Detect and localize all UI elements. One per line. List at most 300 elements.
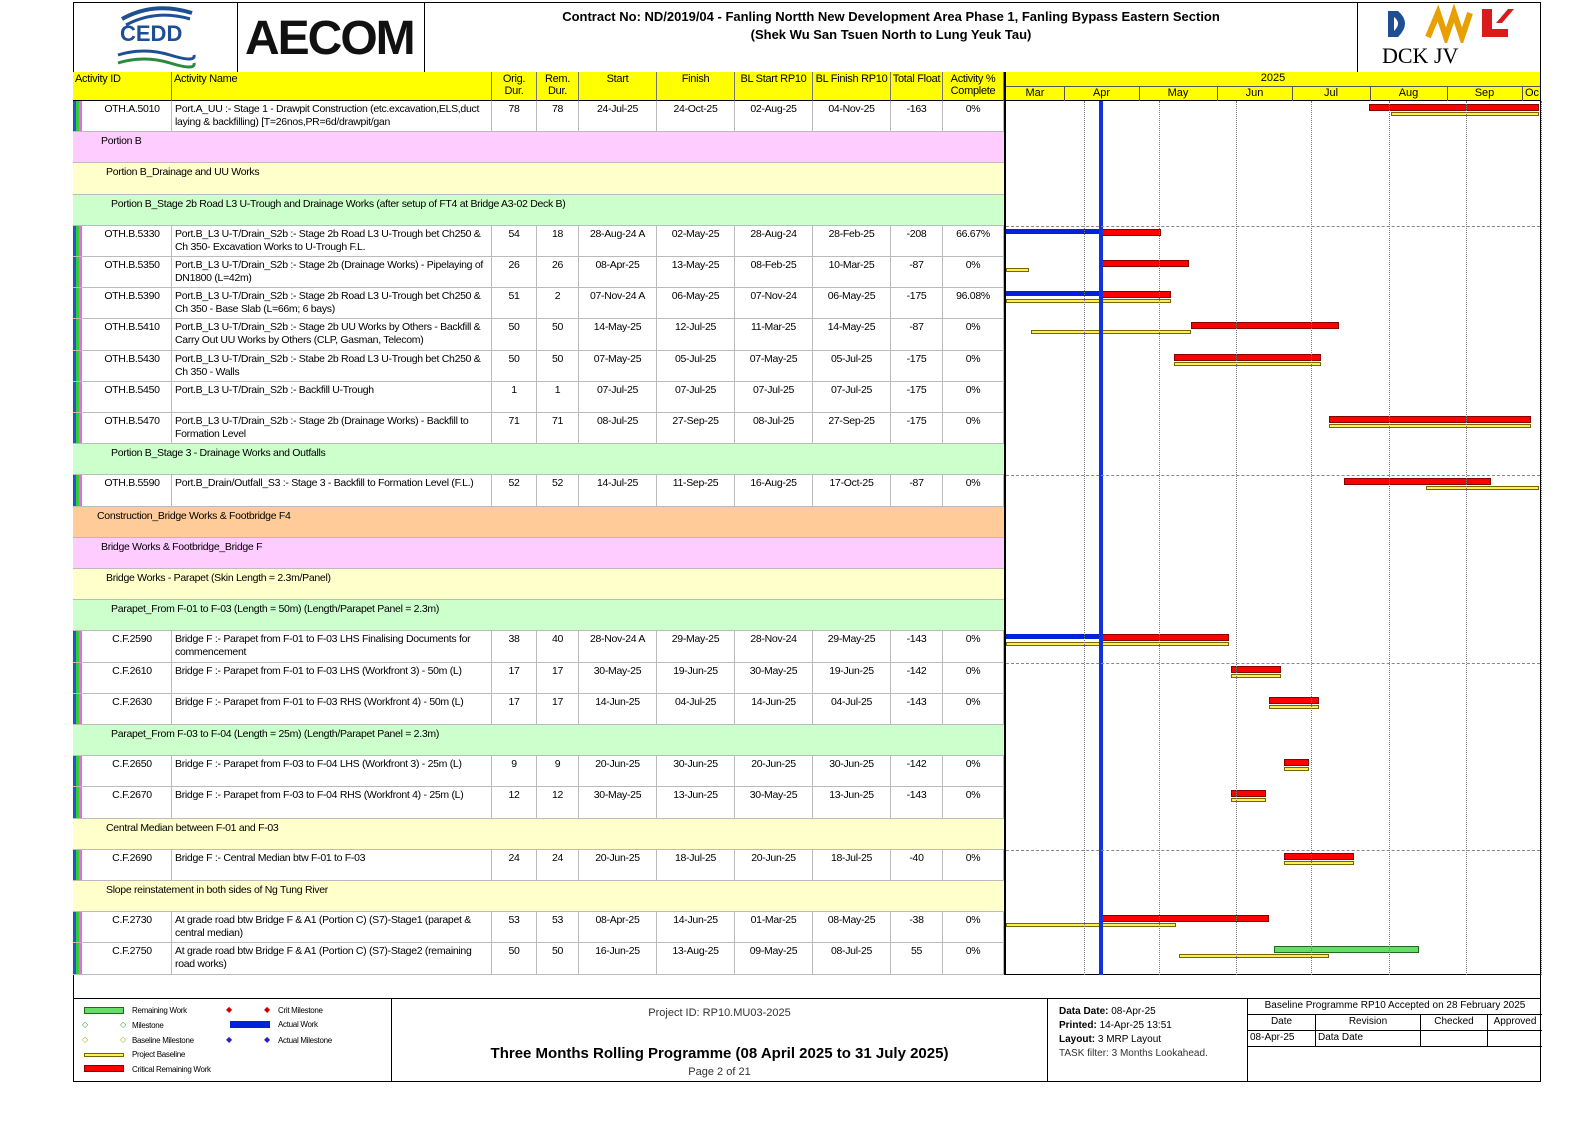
baseline-bar [1231,674,1281,678]
month-gridline [1389,101,1390,975]
cell-bl-finish: 04-Jul-25 [813,694,891,724]
baseline-table [1247,999,1541,1081]
wbs-band[interactable]: Slope reinstatement in both sides of Ng Tung River [73,881,1004,912]
cell-rem-dur: 2 [537,288,579,318]
cell-pct-complete: 0% [943,319,1004,349]
cell-activity-id: OTH.B.5450 [73,382,172,412]
project-id: Project ID: RP10.MU03-2025 [648,1007,791,1019]
cell-activity-id: OTH.A.5010 [73,101,172,131]
cell-total-float: -175 [891,288,943,318]
cell-activity-id: C.F.2630 [73,694,172,724]
cell-activity-id: OTH.B.5590 [73,475,172,505]
wbs-band[interactable]: Portion B [73,132,1004,163]
legend [74,999,392,1081]
cell-total-float: -175 [891,413,943,443]
table-row[interactable] [73,257,1004,288]
baseline-bar [1284,767,1309,771]
critical-remaining-bar [1369,104,1540,111]
baseline-r-date: 08-Apr-25 [1248,1031,1316,1046]
month-jun: Jun [1217,86,1293,101]
wbs-band[interactable]: Central Median between F-01 and F-03 [73,819,1004,850]
cell-pct-complete: 0% [943,787,1004,817]
programme-title: Three Months Rolling Programme (08 April 2025 to 31 July 2025) [490,1045,949,1062]
cell-pct-complete: 0% [943,475,1004,505]
cell-finish: 27-Sep-25 [657,413,735,443]
baseline-bar [1391,112,1539,116]
legend-actual-milestone-label: Actual Milestone [278,1036,332,1045]
cell-bl-finish: 19-Jun-25 [813,663,891,693]
month-aug: Aug [1370,86,1448,101]
cell-start: 20-Jun-25 [579,756,657,786]
cell-activity-name: At grade road btw Bridge F & A1 (Portion C) (S7)-Stage2 (remaining road works) [172,943,492,973]
cell-total-float: -163 [891,101,943,131]
cell-bl-start: 16-Aug-25 [735,475,813,505]
cell-activity-name: Bridge F :- Parapet from F-03 to F-04 RHS (Workfront 4) - 25m (L) [172,787,492,817]
cell-bl-finish: 28-Feb-25 [813,226,891,256]
cell-pct-complete: 0% [943,694,1004,724]
baseline-bar [1006,923,1176,927]
col-finish[interactable]: Finish [657,72,735,101]
cell-activity-id: C.F.2590 [73,631,172,661]
cell-activity-id: C.F.2650 [73,756,172,786]
row-separator [1006,850,1540,851]
cell-finish: 05-Jul-25 [657,351,735,381]
critical-remaining-bar [1231,666,1281,673]
cell-finish: 18-Jul-25 [657,850,735,880]
cell-rem-dur: 17 [537,694,579,724]
cell-start: 14-May-25 [579,319,657,349]
cell-bl-finish: 30-Jun-25 [813,756,891,786]
cell-orig-dur: 17 [492,694,537,724]
col-bl-start[interactable]: BL Start RP10 [735,72,813,101]
col-rem-dur[interactable]: Rem. Dur. [537,72,579,101]
cell-pct-complete: 0% [943,663,1004,693]
cell-rem-dur: 9 [537,756,579,786]
cell-start: 07-Jul-25 [579,382,657,412]
table-row[interactable] [73,663,1004,694]
cell-activity-name: Bridge F :- Central Median btw F-01 to F-03 [172,850,492,880]
cell-bl-start: 11-Mar-25 [735,319,813,349]
month-gridline [1466,101,1467,975]
cell-finish: 02-May-25 [657,226,735,256]
cell-start: 30-May-25 [579,663,657,693]
cell-pct-complete: 66.67% [943,226,1004,256]
cell-activity-id: OTH.B.5350 [73,257,172,287]
cell-rem-dur: 18 [537,226,579,256]
col-activity-name[interactable]: Activity Name [172,72,492,101]
cell-total-float: -87 [891,475,943,505]
cell-activity-id: C.F.2750 [73,943,172,973]
month-gridline [1159,101,1160,975]
printed-value: 14-Apr-25 13:51 [1099,1020,1172,1031]
critical-remaining-bar [1284,853,1354,860]
legend-actual-milestone-icon: ◆ [226,1035,232,1044]
footer-center [392,999,1048,1081]
cell-bl-finish: 14-May-25 [813,319,891,349]
col-start[interactable]: Start [579,72,657,101]
table-row[interactable] [73,787,1004,818]
cell-pct-complete: 0% [943,912,1004,942]
col-orig-dur[interactable]: Orig. Dur. [492,72,537,101]
timeline-year: 2025 [1006,72,1540,87]
cell-orig-dur: 17 [492,663,537,693]
cell-activity-name: Bridge F :- Parapet from F-01 to F-03 LHS Finalising Documents for commencement [172,631,492,661]
cell-rem-dur: 40 [537,631,579,661]
baseline-bar [1031,330,1191,334]
cell-activity-id: C.F.2610 [73,663,172,693]
cell-finish: 11-Sep-25 [657,475,735,505]
legend-actual-milestone-icon-2: ◆ [264,1035,270,1044]
month-oct: Oc [1524,87,1540,99]
cell-pct-complete: 0% [943,943,1004,973]
cell-total-float: -87 [891,319,943,349]
cell-total-float: -142 [891,663,943,693]
cell-activity-id: C.F.2730 [73,912,172,942]
cell-activity-id: OTH.B.5410 [73,319,172,349]
cell-start: 28-Aug-24 A [579,226,657,256]
cell-bl-finish: 29-May-25 [813,631,891,661]
cell-bl-finish: 18-Jul-25 [813,850,891,880]
col-pct-complete[interactable]: Activity % Complete [943,72,1004,101]
footer-info [1049,999,1247,1081]
cell-bl-start: 30-May-25 [735,787,813,817]
wbs-band[interactable]: Parapet_From F-03 to F-04 (Length = 25m) (Length/Parapet Panel = 2.3m) [73,725,1004,756]
cell-activity-name: Port.B_L3 U-T/Drain_S2b :- Stabe 2b Road L3 U-Trough bet Ch250 & Ch 350 - Walls [172,351,492,381]
critical-remaining-bar [1191,322,1339,329]
layout-label: Layout: [1059,1034,1096,1045]
col-activity-id[interactable]: Activity ID [73,72,172,101]
cell-total-float: -143 [891,631,943,661]
cell-activity-id: OTH.B.5470 [73,413,172,443]
cell-bl-start: 02-Aug-25 [735,101,813,131]
cell-bl-finish: 07-Jul-25 [813,382,891,412]
cell-total-float: 55 [891,943,943,973]
baseline-header-row [1248,1015,1542,1031]
baseline-h-revision: Revision [1316,1015,1421,1030]
cell-start: 30-May-25 [579,787,657,817]
cell-finish: 13-May-25 [657,257,735,287]
cell-orig-dur: 50 [492,943,537,973]
legend-baseline-milestone-label: Baseline Milestone [132,1036,194,1045]
cell-start: 08-Jul-25 [579,413,657,443]
cell-bl-start: 08-Jul-25 [735,413,813,443]
critical-remaining-bar [1284,759,1309,766]
baseline-data-row [1248,1031,1542,1047]
cell-orig-dur: 71 [492,413,537,443]
cell-finish: 29-May-25 [657,631,735,661]
cell-total-float: -208 [891,226,943,256]
baseline-r-revision: Data Date [1316,1031,1421,1046]
legend-baseline-milestone-icon: ◇ [82,1035,88,1044]
cell-orig-dur: 1 [492,382,537,412]
cell-rem-dur: 50 [537,351,579,381]
cell-start: 08-Apr-25 [579,912,657,942]
cell-activity-name: Port.B_L3 U-T/Drain_S2b :- Stage 2b UU Works by Others - Backfill & Carry Out UU Works by Others (CLP, Gasman, Telecom) [172,319,492,349]
cell-rem-dur: 52 [537,475,579,505]
cell-rem-dur: 17 [537,663,579,693]
cell-activity-id: C.F.2670 [73,787,172,817]
remaining-work-bar [1274,946,1419,953]
critical-remaining-bar [1329,416,1532,423]
task-filter: TASK filter: 3 Months Lookahead. [1059,1048,1208,1059]
dckjv-logo-text: DCK JV [1382,43,1459,68]
baseline-r-approved [1488,1031,1542,1046]
cell-activity-id: OTH.B.5330 [73,226,172,256]
baseline-h-checked: Checked [1421,1015,1488,1030]
page-number: Page 2 of 21 [688,1066,751,1078]
table-row[interactable] [73,413,1004,444]
contract-title-line2: (Shek Wu San Tsuen North to Lung Yeuk Tau) [750,27,1032,42]
cell-total-float: -175 [891,351,943,381]
actual-work-bar [1006,229,1101,234]
cell-pct-complete: 0% [943,756,1004,786]
cell-bl-start: 14-Jun-25 [735,694,813,724]
cedd-logo [74,3,238,72]
wbs-band[interactable]: Construction_Bridge Works & Footbridge F4 [73,507,1004,538]
baseline-bar [1284,861,1354,865]
table-row[interactable] [73,943,1004,974]
cell-orig-dur: 51 [492,288,537,318]
legend-actual-work-label: Actual Work [278,1020,318,1029]
critical-remaining-bar [1101,291,1171,298]
month-may: May [1139,86,1218,101]
cell-orig-dur: 38 [492,631,537,661]
cell-finish: 24-Oct-25 [657,101,735,131]
cell-bl-finish: 05-Jul-25 [813,351,891,381]
legend-project-baseline-label: Project Baseline [132,1050,186,1059]
cell-rem-dur: 26 [537,257,579,287]
baseline-bar [1179,954,1329,958]
baseline-title: Baseline Programme RP10 Accepted on 28 February 2025 [1248,999,1542,1015]
cell-pct-complete: 0% [943,382,1004,412]
data-date-value: 08-Apr-25 [1111,1006,1156,1017]
wbs-band[interactable]: Bridge Works & Footbridge_Bridge F [73,538,1004,569]
cell-bl-start: 09-May-25 [735,943,813,973]
month-gridline [1311,101,1312,975]
critical-remaining-bar [1101,260,1189,267]
cell-pct-complete: 0% [943,101,1004,131]
cell-pct-complete: 0% [943,631,1004,661]
cell-activity-id: OTH.B.5430 [73,351,172,381]
table-row[interactable] [73,850,1004,881]
legend-critical-label: Critical Remaining Work [132,1065,211,1074]
cell-start: 07-Nov-24 A [579,288,657,318]
cell-rem-dur: 12 [537,787,579,817]
cell-pct-complete: 0% [943,413,1004,443]
legend-baseline-milestone-icon-2: ◇ [120,1035,126,1044]
cell-bl-finish: 27-Sep-25 [813,413,891,443]
cell-activity-name: Port.B_L3 U-T/Drain_S2b :- Stage 2b (Drainage Works) - Backfill to Formation Level [172,413,492,443]
baseline-bar [1006,268,1029,272]
cell-bl-start: 07-May-25 [735,351,813,381]
legend-actual-work-swatch [230,1021,270,1028]
month-apr: Apr [1064,86,1140,101]
cell-pct-complete: 0% [943,257,1004,287]
cell-orig-dur: 78 [492,101,537,131]
cell-orig-dur: 50 [492,319,537,349]
wbs-band[interactable]: Portion B_Drainage and UU Works [73,163,1004,194]
legend-milestone-icon-2: ◇ [120,1020,126,1029]
legend-crit-milestone-label: Crit Milestone [278,1006,323,1015]
cell-bl-start: 01-Mar-25 [735,912,813,942]
cell-activity-name: Bridge F :- Parapet from F-01 to F-03 RHS (Workfront 4) - 50m (L) [172,694,492,724]
cell-orig-dur: 54 [492,226,537,256]
cell-bl-start: 28-Nov-24 [735,631,813,661]
data-date-label: Data Date: [1059,1006,1109,1017]
cell-rem-dur: 71 [537,413,579,443]
cell-total-float: -142 [891,756,943,786]
cell-bl-finish: 17-Oct-25 [813,475,891,505]
cell-finish: 07-Jul-25 [657,382,735,412]
cell-start: 14-Jul-25 [579,475,657,505]
wbs-band[interactable]: Bridge Works - Parapet (Skin Length = 2.3m/Panel) [73,569,1004,600]
aecom-logo-text: AECOM [245,12,414,65]
col-bl-finish[interactable]: BL Finish RP10 [813,72,891,101]
cell-bl-start: 20-Jun-25 [735,850,813,880]
legend-critical-swatch [84,1065,124,1072]
cell-finish: 30-Jun-25 [657,756,735,786]
cell-bl-finish: 04-Nov-25 [813,101,891,131]
legend-remaining-label: Remaining Work [132,1006,187,1015]
table-row[interactable] [73,288,1004,319]
dckjv-logo-icon [1358,3,1541,43]
cell-start: 07-May-25 [579,351,657,381]
timeline-header [1004,72,1540,101]
cell-bl-start: 30-May-25 [735,663,813,693]
legend-project-baseline-swatch [84,1053,124,1057]
cell-start: 20-Jun-25 [579,850,657,880]
critical-remaining-bar [1344,478,1492,485]
cell-rem-dur: 50 [537,319,579,349]
cell-rem-dur: 50 [537,943,579,973]
printed-label: Printed: [1059,1020,1097,1031]
baseline-bar [1329,424,1532,428]
cell-total-float: -38 [891,912,943,942]
month-gridline [1541,101,1542,975]
cell-total-float: -143 [891,787,943,817]
table-row[interactable] [73,631,1004,662]
cell-finish: 13-Jun-25 [657,787,735,817]
legend-crit-milestone-icon: ◆ [226,1005,232,1014]
actual-work-bar [1006,634,1101,639]
cell-pct-complete: 0% [943,351,1004,381]
cell-orig-dur: 12 [492,787,537,817]
cell-bl-start: 08-Feb-25 [735,257,813,287]
month-jul: Jul [1292,86,1371,101]
cell-total-float: -175 [891,382,943,412]
table-row[interactable] [73,101,1004,132]
cell-activity-name: Port.B_L3 U-T/Drain_S2b :- Stage 2b (Drainage Works) - Pipelaying of DN1800 (L=42m) [172,257,492,287]
cell-finish: 04-Jul-25 [657,694,735,724]
cell-bl-finish: 13-Jun-25 [813,787,891,817]
cell-rem-dur: 24 [537,850,579,880]
dckjv-logo [1357,3,1540,72]
cell-start: 08-Apr-25 [579,257,657,287]
cell-bl-finish: 08-Jul-25 [813,943,891,973]
cell-orig-dur: 52 [492,475,537,505]
cell-activity-id: C.F.2690 [73,850,172,880]
contract-title [425,3,1357,72]
cell-activity-name: At grade road btw Bridge F & A1 (Portion C) (S7)-Stage1 (parapet & central median) [172,912,492,942]
cell-start: 28-Nov-24 A [579,631,657,661]
cell-rem-dur: 1 [537,382,579,412]
cell-finish: 06-May-25 [657,288,735,318]
legend-milestone-icon: ◇ [82,1020,88,1029]
baseline-bar [1174,362,1322,366]
cell-bl-start: 07-Nov-24 [735,288,813,318]
table-row[interactable] [73,756,1004,787]
wbs-band[interactable]: Parapet_From F-01 to F-03 (Length = 50m) (Length/Parapet Panel = 2.3m) [73,600,1004,631]
month-gridline [1084,101,1085,975]
cell-activity-name: Port.B_L3 U-T/Drain_S2b :- Stage 2b Road L3 U-Trough bet Ch250 & Ch 350 - Base Slab (L=66m; 6 bays) [172,288,492,318]
cell-orig-dur: 9 [492,756,537,786]
wbs-band[interactable]: Portion B_Stage 3 - Drainage Works and Outfalls [73,444,1004,475]
cedd-logo-text: CEDD [120,21,183,46]
baseline-h-date: Date [1248,1015,1316,1030]
table-row[interactable] [73,319,1004,350]
legend-crit-milestone-icon-2: ◆ [264,1005,270,1014]
month-sep: Sep [1447,86,1523,101]
baseline-bar [1006,642,1229,646]
cell-activity-name: Port.A_UU :- Stage 1 - Drawpit Construction (etc.excavation,ELS,duct laying & backfilling) [T=26nos,PR=6d/drawpit/gan [172,101,492,131]
cell-bl-start: 28-Aug-24 [735,226,813,256]
aecom-logo [239,3,425,72]
cell-finish: 14-Jun-25 [657,912,735,942]
critical-remaining-bar [1174,354,1322,361]
table-row[interactable] [73,475,1004,506]
cell-bl-finish: 10-Mar-25 [813,257,891,287]
cell-orig-dur: 53 [492,912,537,942]
cell-pct-complete: 96.08% [943,288,1004,318]
month-mar: Mar [1006,86,1065,101]
row-separator [1006,663,1540,664]
critical-remaining-bar [1101,634,1229,641]
baseline-bar [1426,486,1539,490]
cell-orig-dur: 24 [492,850,537,880]
critical-remaining-bar [1101,915,1269,922]
layout-value: 3 MRP Layout [1097,1034,1162,1045]
col-total-float[interactable]: Total Float [891,72,943,101]
row-separator [1006,226,1540,227]
wbs-band[interactable]: Portion B_Stage 2b Road L3 U-Trough and Drainage Works (after setup of FT4 at Bridge A3-02 Deck B) [73,195,1004,226]
cell-bl-start: 07-Jul-25 [735,382,813,412]
cell-orig-dur: 50 [492,351,537,381]
cell-total-float: -87 [891,257,943,287]
cell-activity-name: Port.B_L3 U-T/Drain_S2b :- Backfill U-Trough [172,382,492,412]
baseline-r-checked [1421,1031,1488,1046]
cell-pct-complete: 0% [943,850,1004,880]
cell-activity-name: Port.B_Drain/Outfall_S3 :- Stage 3 - Backfill to Formation Level (F.L.) [172,475,492,505]
cell-activity-name: Bridge F :- Parapet from F-03 to F-04 LHS (Workfront 3) - 25m (L) [172,756,492,786]
cell-start: 24-Jul-25 [579,101,657,131]
cell-start: 14-Jun-25 [579,694,657,724]
table-row[interactable] [73,226,1004,257]
table-row[interactable] [73,912,1004,943]
cell-finish: 12-Jul-25 [657,319,735,349]
actual-work-bar [1006,291,1101,296]
cell-activity-name: Port.B_L3 U-T/Drain_S2b :- Stage 2b Road L3 U-Trough bet Ch250 & Ch 350- Excavation Works to U-Trough F.L. [172,226,492,256]
cell-finish: 13-Aug-25 [657,943,735,973]
baseline-bar [1006,299,1171,303]
data-date-line [1099,101,1103,975]
table-row[interactable] [73,694,1004,725]
table-row[interactable] [73,351,1004,382]
critical-remaining-bar [1101,229,1161,236]
cell-rem-dur: 53 [537,912,579,942]
legend-milestone-label: Milestone [132,1021,164,1030]
table-row[interactable] [73,382,1004,413]
cell-bl-finish: 08-May-25 [813,912,891,942]
